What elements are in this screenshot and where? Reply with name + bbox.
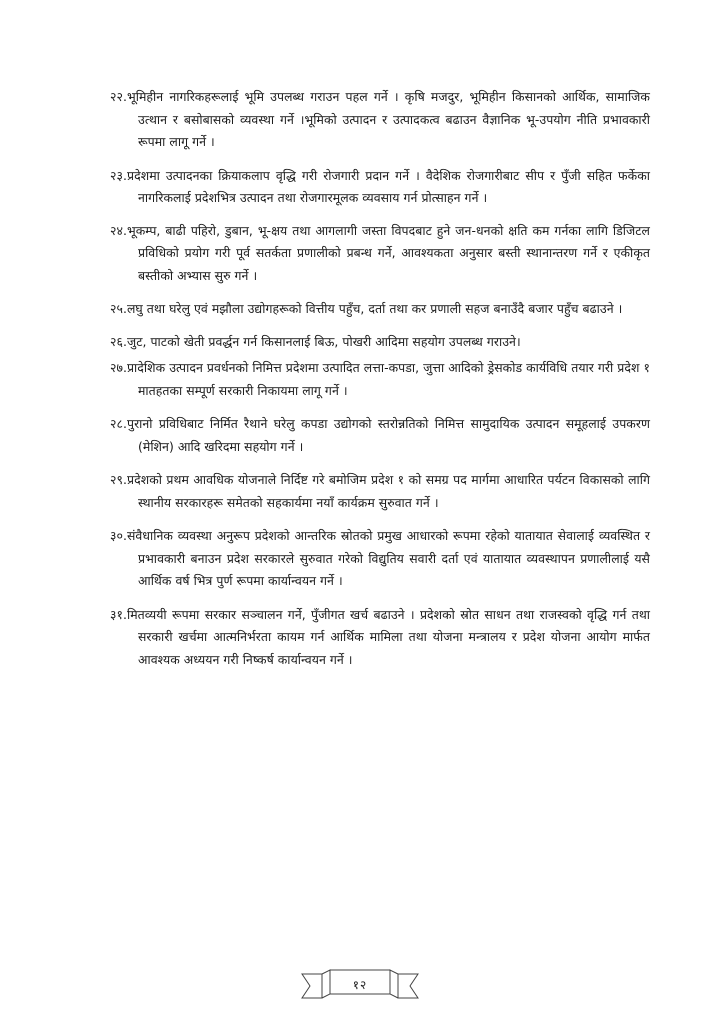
item-text: प्रदेशमा उत्पादनका क्रियाकलाप वृद्धि गरी रोजगारी प्रदान गर्ने । वैदेशिक रोजगारीबाट सीप र पुँजी सहित फर्केका नागरिकलाई प्रदेशभित्र उत्पादन तथा रोजगारमूलक व्यवसाय गर्न प्रोत्साहन गर्ने । — [126, 167, 650, 205]
page-number: १२ — [352, 978, 368, 992]
item-number: २४. — [110, 222, 127, 238]
page-number-banner — [300, 964, 420, 1004]
list-item — [110, 357, 650, 402]
item-text: प्रादेशिक उत्पादन प्रवर्धनको निमित्त प्रदेशमा उत्पादित लत्ता-कपडा, जुत्ता आदिको ड्रेसकोड कार्यविधि तयार गरी प्रदेश १ मातहतका सम्पूर्ण सरकारी निकायमा लागू गर्ने । — [126, 360, 650, 398]
list-item — [110, 331, 650, 354]
item-number: २३. — [110, 167, 127, 183]
item-number: २५. — [110, 301, 127, 316]
item-text: संवैधानिक व्यवस्था अनुरूप प्रदेशको आन्तरिक स्रोतको प्रमुख आधारको रूपमा रहेको यातायात सेवालाई व्यवस्थित र प्रभावकारी बनाउन प्रदेश सरकारले सुरुवात गरेको विद्युतिय सवारी दर्ता एवं यातायात व्यवस्थापन प्रणालीलाई यसै आर्थिक वर्ष भित्र पुर्ण रूपमा कार्यान्वयन गर्ने । — [126, 528, 650, 588]
item-text: भूकम्प, बाढी पहिरो, डुबान, भू-क्षय तथा आगलागी जस्ता विपदबाट हुने जन-धनको क्षति कम गर्नका लागि डिजिटल प्रविधिको प्रयोग गरी पूर्व सतर्कता प्रणालीको प्रबन्ध गर्ने, आवश्यकता अनुसार बस्ती स्थानान्तरण गर्ने र एकीकृत बस्तीको अभ्यास सुरु गर्ने । — [126, 222, 650, 283]
list-item — [110, 298, 650, 321]
item-text: मितव्ययी रूपमा सरकार सञ्चालन गर्ने, पुँजीगत खर्च बढाउने । प्रदेशको स्रोत साधन तथा राजस्वको वृद्धि गर्न तथा सरकारी खर्चमा आत्मनिर्भरता कायम गर्न आर्थिक मामिला तथा योजना मन्त्रालय र प्रदेश योजना आयोग मार्फत आवश्यक अध्ययन गरी निष्कर्ष कार्यान्वयन गर्ने । — [126, 606, 650, 667]
item-text: भूमिहीन नागरिकहरूलाई भूमि उपलब्ध गराउन पहल गर्ने । कृषि मजदुर, भूमिहीन किसानको आर्थिक, सामाजिक उत्थान र बसोबासको व्यवस्था गर्ने ।भूमिको उत्पादन र उत्पादकत्व बढाउन वैज्ञानिक भू-उपयोग नीति प्रभावकारी रूपमा लागू गर्ने । — [126, 89, 650, 149]
list-item — [110, 86, 650, 154]
item-number: ३०. — [110, 528, 127, 543]
list-item — [110, 220, 650, 288]
item-text: पुरानो प्रविधिबाट निर्मित रैथाने घरेलु कपडा उद्योगको स्तरोन्नतिको निमित्त सामुदायिक उत्पादन समूहलाई उपकरण (मेशिन) आदि खरिदमा सहयोग गर्ने । — [126, 416, 650, 454]
item-text: जुट, पाटको खेती प्रवर्द्धन गर्न किसानलाई बिऊ, पोखरी आदिमा सहयोग उपलब्ध गराउने। — [126, 333, 521, 349]
list-item — [110, 165, 650, 210]
policy-list — [110, 86, 650, 682]
item-number: २६. — [110, 333, 127, 349]
item-number: ३१. — [110, 606, 127, 622]
list-item — [110, 469, 650, 514]
item-number: २९. — [110, 472, 127, 487]
list-item — [110, 604, 650, 672]
list-item — [110, 525, 650, 593]
item-text: प्रदेशको प्रथम आवधिक योजनाले निर्दिष्ट गरे बमोजिम प्रदेश १ को समग्र पद मार्गमा आधारित पर्यटन विकासको लागि स्थानीय सरकारहरू समेतको सहकार्यमा नयाँ कार्यक्रम सुरुवात गर्ने । — [126, 472, 650, 510]
list-item — [110, 413, 650, 458]
item-number: २२. — [110, 89, 127, 104]
item-number: २८. — [110, 416, 127, 431]
item-number: २७. — [110, 360, 127, 375]
item-text: लघु तथा घरेलु एवं मझौला उद्योगहरूको वित्तीय पहुँच, दर्ता तथा कर प्रणाली सहज बनाउँदै बजार पहुँच बढाउने । — [126, 301, 623, 316]
